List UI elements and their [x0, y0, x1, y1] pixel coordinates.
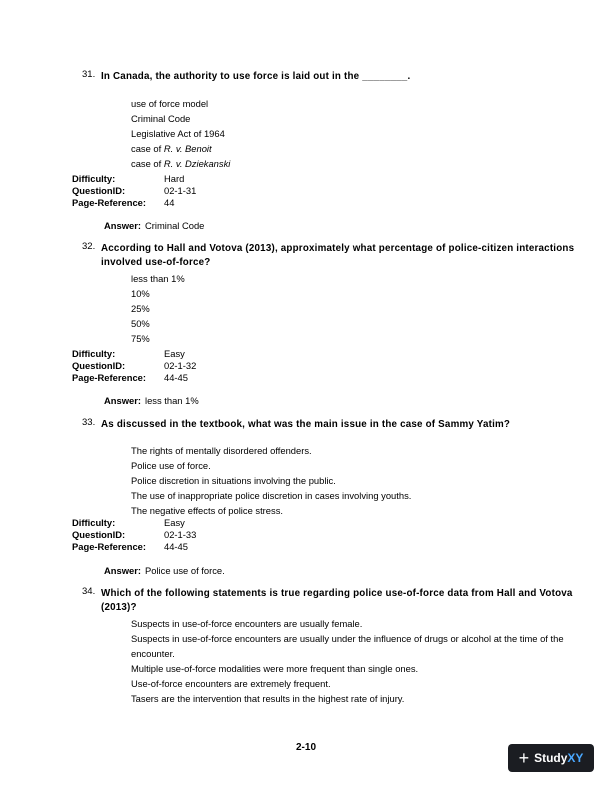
answer-label: Answer: [104, 395, 141, 406]
studyxy-badge[interactable] [508, 744, 594, 772]
option: case of R. v. Dziekanski [131, 158, 231, 169]
options-list [131, 271, 582, 346]
option: The negative effects of police stress. [131, 505, 283, 516]
question-stem: According to Hall and Votova (2013), approximately what percentage of police-citizen interactions involved use-of-force? [101, 243, 575, 268]
question-stem: Which of the following statements is true regarding police use-of-force data from Hall and Votova (2013)? [101, 588, 573, 613]
page-reference-value: 44-45 [164, 372, 188, 383]
page-reference-value: 44-45 [164, 541, 188, 552]
question-31 [82, 70, 582, 171]
question-text [82, 242, 582, 270]
question-id-value: 02-1-31 [164, 185, 197, 196]
question-stem: In Canada, the authority to use force is laid out in the ________. [101, 71, 411, 82]
case-name: R. v. Dziekanski [163, 158, 231, 169]
difficulty-label: Difficulty: [72, 348, 116, 359]
question-number: 31. [82, 69, 96, 80]
question-32-meta [72, 348, 196, 384]
option: 25% [131, 303, 150, 314]
options-list [131, 96, 582, 171]
case-name: R. v. Benoit [163, 143, 212, 154]
answer-value: less than 1% [145, 395, 199, 406]
question-text [82, 587, 582, 615]
question-id-value: 02-1-33 [164, 529, 197, 540]
question-id-value: 02-1-32 [164, 360, 197, 371]
option: Suspects in use-of-force encounters are usually female. [131, 618, 363, 629]
option: 50% [131, 318, 150, 329]
question-32-answer [104, 395, 199, 406]
difficulty-value: Hard [164, 173, 185, 184]
options-list [131, 616, 582, 706]
option: Tasers are the intervention that results in the highest rate of injury. [131, 693, 405, 704]
question-text [82, 70, 582, 84]
question-33 [82, 418, 582, 518]
option: 75% [131, 333, 150, 344]
answer-label: Answer: [104, 565, 141, 576]
question-33-answer [104, 565, 225, 576]
question-number: 32. [82, 241, 96, 252]
option: less than 1% [131, 273, 185, 284]
difficulty-label: Difficulty: [72, 517, 116, 528]
question-31-meta [72, 173, 196, 209]
option: Multiple use-of-force modalities were more frequent than single ones. [131, 663, 419, 674]
page-reference-value: 44 [164, 197, 175, 208]
question-text [82, 418, 582, 432]
option: case of R. v. Benoit [131, 143, 212, 154]
option: Suspects in use-of-force encounters are usually under the influence of drugs or alcohol at the time of the encounter. [131, 633, 564, 659]
option: Criminal Code [131, 113, 191, 124]
answer-label: Answer: [104, 220, 141, 231]
badge-accent: XY [567, 751, 584, 765]
badge-brand: Study [534, 751, 568, 765]
option: Police discretion in situations involving the public. [131, 475, 336, 486]
question-number: 33. [82, 417, 96, 428]
answer-value: Criminal Code [145, 220, 205, 231]
difficulty-value: Easy [164, 517, 185, 528]
options-list [131, 443, 582, 518]
option: 10% [131, 288, 150, 299]
option: use of force model [131, 98, 209, 109]
difficulty-label: Difficulty: [72, 173, 116, 184]
page-reference-label: Page-Reference: [72, 541, 146, 552]
option: Police use of force. [131, 460, 211, 471]
difficulty-value: Easy [164, 348, 185, 359]
page-number: 2-10 [295, 742, 316, 753]
question-34 [82, 587, 582, 706]
question-id-label: QuestionID: [72, 360, 126, 371]
answer-value: Police use of force. [145, 565, 225, 576]
option: Use-of-force encounters are extremely frequent. [131, 678, 331, 689]
page-reference-label: Page-Reference: [72, 197, 146, 208]
question-number: 34. [82, 586, 96, 597]
question-33-meta [72, 517, 196, 553]
question-id-label: QuestionID: [72, 529, 126, 540]
option: Legislative Act of 1964 [131, 128, 225, 139]
option: The use of inappropriate police discretion in cases involving youths. [131, 490, 412, 501]
page-reference-label: Page-Reference: [72, 372, 146, 383]
question-stem: As discussed in the textbook, what was the main issue in the case of Sammy Yatim? [101, 419, 511, 430]
question-32 [82, 242, 582, 346]
question-31-answer [104, 220, 204, 231]
option: The rights of mentally disordered offenders. [131, 445, 312, 456]
plus-icon: + [518, 748, 530, 768]
question-id-label: QuestionID: [72, 185, 126, 196]
